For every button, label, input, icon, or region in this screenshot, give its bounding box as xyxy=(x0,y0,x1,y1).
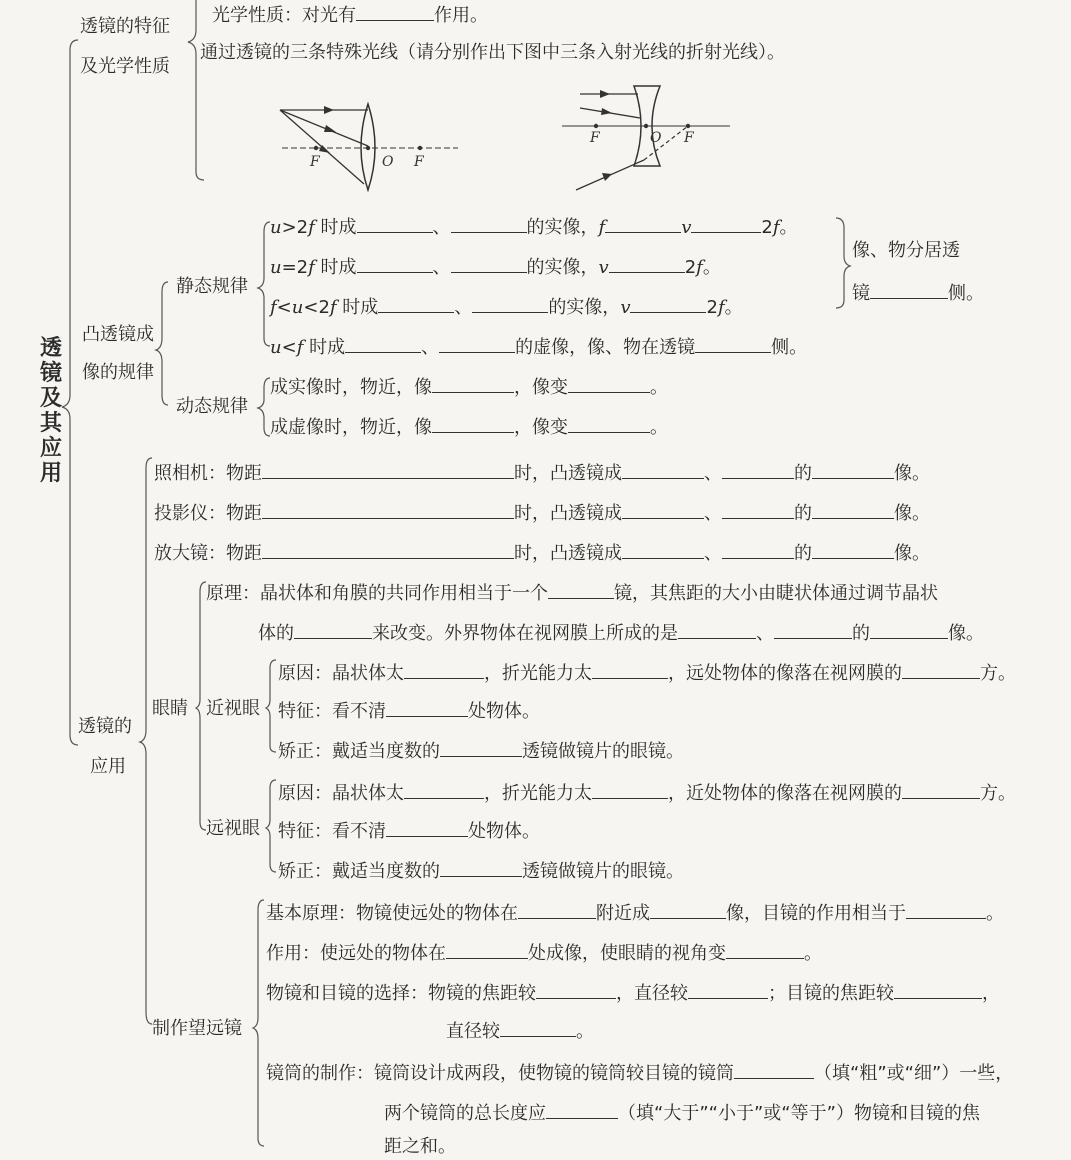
rule-row-3: f<u<2f 时成 、 的实像，v 2f。 xyxy=(270,294,743,319)
blank[interactable] xyxy=(500,1018,576,1037)
telescope-tube-row1: 镜筒的制作：镜筒设计成两段，使物镜的镜筒较目镜的镜筒 （填“粗”或“细”）一些， xyxy=(266,1060,1013,1085)
blank[interactable] xyxy=(605,214,681,233)
static-rules-label: 静态规律 xyxy=(176,276,248,297)
telescope-use-row: 作用：使远处的物体在 处成像，使眼睛的视角变 。 xyxy=(266,940,822,965)
blank[interactable] xyxy=(439,334,515,353)
blank[interactable] xyxy=(536,980,616,999)
blank[interactable] xyxy=(774,620,852,639)
telescope-label: 制作望远镜 xyxy=(152,1018,242,1039)
blank[interactable] xyxy=(546,1100,618,1119)
blank[interactable] xyxy=(262,460,514,479)
blank[interactable] xyxy=(691,214,761,233)
hyperopia-cause-row: 原因：晶状体太 ，折光能力太 ，近处物体的像落在视网膜的 方。 xyxy=(278,780,1016,805)
blank[interactable] xyxy=(386,818,468,837)
blank[interactable] xyxy=(440,738,522,757)
blank[interactable] xyxy=(592,780,668,799)
blank[interactable] xyxy=(812,500,894,519)
hyperopia-feature-row: 特征：看不清 处物体。 xyxy=(278,818,540,843)
blank[interactable] xyxy=(630,294,706,313)
concave-label-f2: F xyxy=(684,130,694,146)
blank[interactable] xyxy=(357,254,433,273)
blank[interactable] xyxy=(446,940,528,959)
eye-label: 眼睛 xyxy=(152,698,188,719)
blank[interactable] xyxy=(902,660,980,679)
blank[interactable] xyxy=(262,540,514,559)
blank[interactable] xyxy=(518,900,596,919)
hyperopia-label: 远视眼 xyxy=(206,818,260,839)
blank[interactable] xyxy=(386,698,468,717)
blank[interactable] xyxy=(622,460,704,479)
blank[interactable] xyxy=(678,620,756,639)
blank[interactable] xyxy=(722,460,794,479)
eye-principle-line2: 体的 来改变。外界物体在视网膜上所成的是 、 的 像。 xyxy=(258,620,984,645)
dynamic-row-2: 成虚像时，物近，像 ，像变 。 xyxy=(270,414,668,439)
dynamic-rules-label: 动态规律 xyxy=(176,396,248,417)
blank[interactable] xyxy=(592,660,668,679)
myopia-correction-row: 矫正：戴适当度数的 透镜做镜片的眼镜。 xyxy=(278,738,684,763)
telescope-choice-row2: 直径较 。 xyxy=(446,1018,594,1043)
convex-label-f1: F xyxy=(310,154,320,170)
blank[interactable] xyxy=(294,620,372,639)
blank[interactable] xyxy=(695,334,771,353)
blank[interactable] xyxy=(722,540,794,559)
camera-row: 照相机：物距 时，凸透镜成 、 的 像。 xyxy=(154,460,930,485)
convex-label-f2: F xyxy=(414,154,424,170)
side-note-line2: 镜 侧。 xyxy=(852,280,984,305)
magnifier-row: 放大镜：物距 时，凸透镜成 、 的 像。 xyxy=(154,540,930,565)
convex-lens-diagram xyxy=(272,98,464,194)
concave-label-f1: F xyxy=(590,130,600,146)
hyperopia-correction-row: 矫正：戴适当度数的 透镜做镜片的眼镜。 xyxy=(278,858,684,883)
blank[interactable] xyxy=(262,500,514,519)
blank[interactable] xyxy=(568,374,650,393)
blank[interactable] xyxy=(432,374,514,393)
telescope-principle-row: 基本原理：物镜使远处的物体在 附近成 像，目镜的作用相当于 。 xyxy=(266,900,1004,925)
special-rays-instruction: 通过透镜的三条特殊光线（请分别作出下图中三条入射光线的折射光线）。 xyxy=(200,42,785,63)
rule-row-4: u<f 时成 、 的虚像，像、物在透镜 侧。 xyxy=(270,334,807,359)
projector-row: 投影仪：物距 时，凸透镜成 、 的 像。 xyxy=(154,500,930,525)
blank[interactable] xyxy=(906,900,986,919)
blank[interactable] xyxy=(568,414,650,433)
concave-lens-diagram xyxy=(556,80,736,196)
blank[interactable] xyxy=(357,214,433,233)
blank[interactable] xyxy=(812,540,894,559)
section3-label-line1: 透镜的 xyxy=(78,716,132,737)
myopia-label: 近视眼 xyxy=(206,698,260,719)
section1-label-line1: 透镜的特征 xyxy=(80,16,170,37)
blank[interactable] xyxy=(734,1060,814,1079)
blank[interactable] xyxy=(870,620,948,639)
eye-principle-line1: 原理：晶状体和角膜的共同作用相当于一个 镜，其焦距的大小由睫状体通过调节晶状 xyxy=(206,580,938,605)
blank[interactable] xyxy=(650,900,726,919)
blank[interactable] xyxy=(609,254,685,273)
myopia-feature-row: 特征：看不清 处物体。 xyxy=(278,698,540,723)
dynamic-row-1: 成实像时，物近，像 ，像变 。 xyxy=(270,374,668,399)
blank[interactable] xyxy=(688,980,768,999)
telescope-tube-row2: 两个镜筒的总长度应 （填“大于”“小于”或“等于”）物镜和目镜的焦 xyxy=(384,1100,980,1125)
blank[interactable] xyxy=(451,214,527,233)
section3-label-line2: 应用 xyxy=(90,756,126,777)
section2-label-line2: 像的规律 xyxy=(82,362,154,383)
blank[interactable] xyxy=(622,540,704,559)
blank[interactable] xyxy=(432,414,514,433)
blank[interactable] xyxy=(726,940,804,959)
blank[interactable] xyxy=(404,780,484,799)
section2-label-line1: 凸透镜成 xyxy=(82,324,154,345)
blank[interactable] xyxy=(472,294,548,313)
blank[interactable] xyxy=(451,254,527,273)
blank[interactable] xyxy=(548,580,614,599)
main-title: 透镜及其应用 xyxy=(39,335,62,486)
rule-row-2: u=2f 时成 、 的实像，v 2f。 xyxy=(270,254,721,279)
optical-property-row: 光学性质：对光有 作用。 xyxy=(212,2,488,27)
side-note-line1: 像、物分居透 xyxy=(852,240,960,261)
blank[interactable] xyxy=(722,500,794,519)
myopia-cause-row: 原因：晶状体太 ，折光能力太 ，远处物体的像落在视网膜的 方。 xyxy=(278,660,1016,685)
rule-row-1: u>2f 时成 、 的实像，f v 2f。 xyxy=(270,214,798,239)
blank[interactable] xyxy=(902,780,980,799)
convex-label-o: O xyxy=(382,154,394,170)
telescope-tube-row3: 距之和。 xyxy=(384,1136,456,1157)
blank[interactable] xyxy=(356,2,434,21)
blank[interactable] xyxy=(345,334,421,353)
blank[interactable] xyxy=(440,858,522,877)
telescope-choice-row1: 物镜和目镜的选择：物镜的焦距较 ，直径较 ；目镜的焦距较 ， xyxy=(266,980,1000,1005)
blank[interactable] xyxy=(870,280,948,299)
blank[interactable] xyxy=(894,980,982,999)
concave-label-o: O xyxy=(650,130,662,146)
blank[interactable] xyxy=(622,500,704,519)
blank[interactable] xyxy=(812,460,894,479)
blank[interactable] xyxy=(404,660,484,679)
blank[interactable] xyxy=(378,294,454,313)
section1-label-line2: 及光学性质 xyxy=(80,56,170,77)
